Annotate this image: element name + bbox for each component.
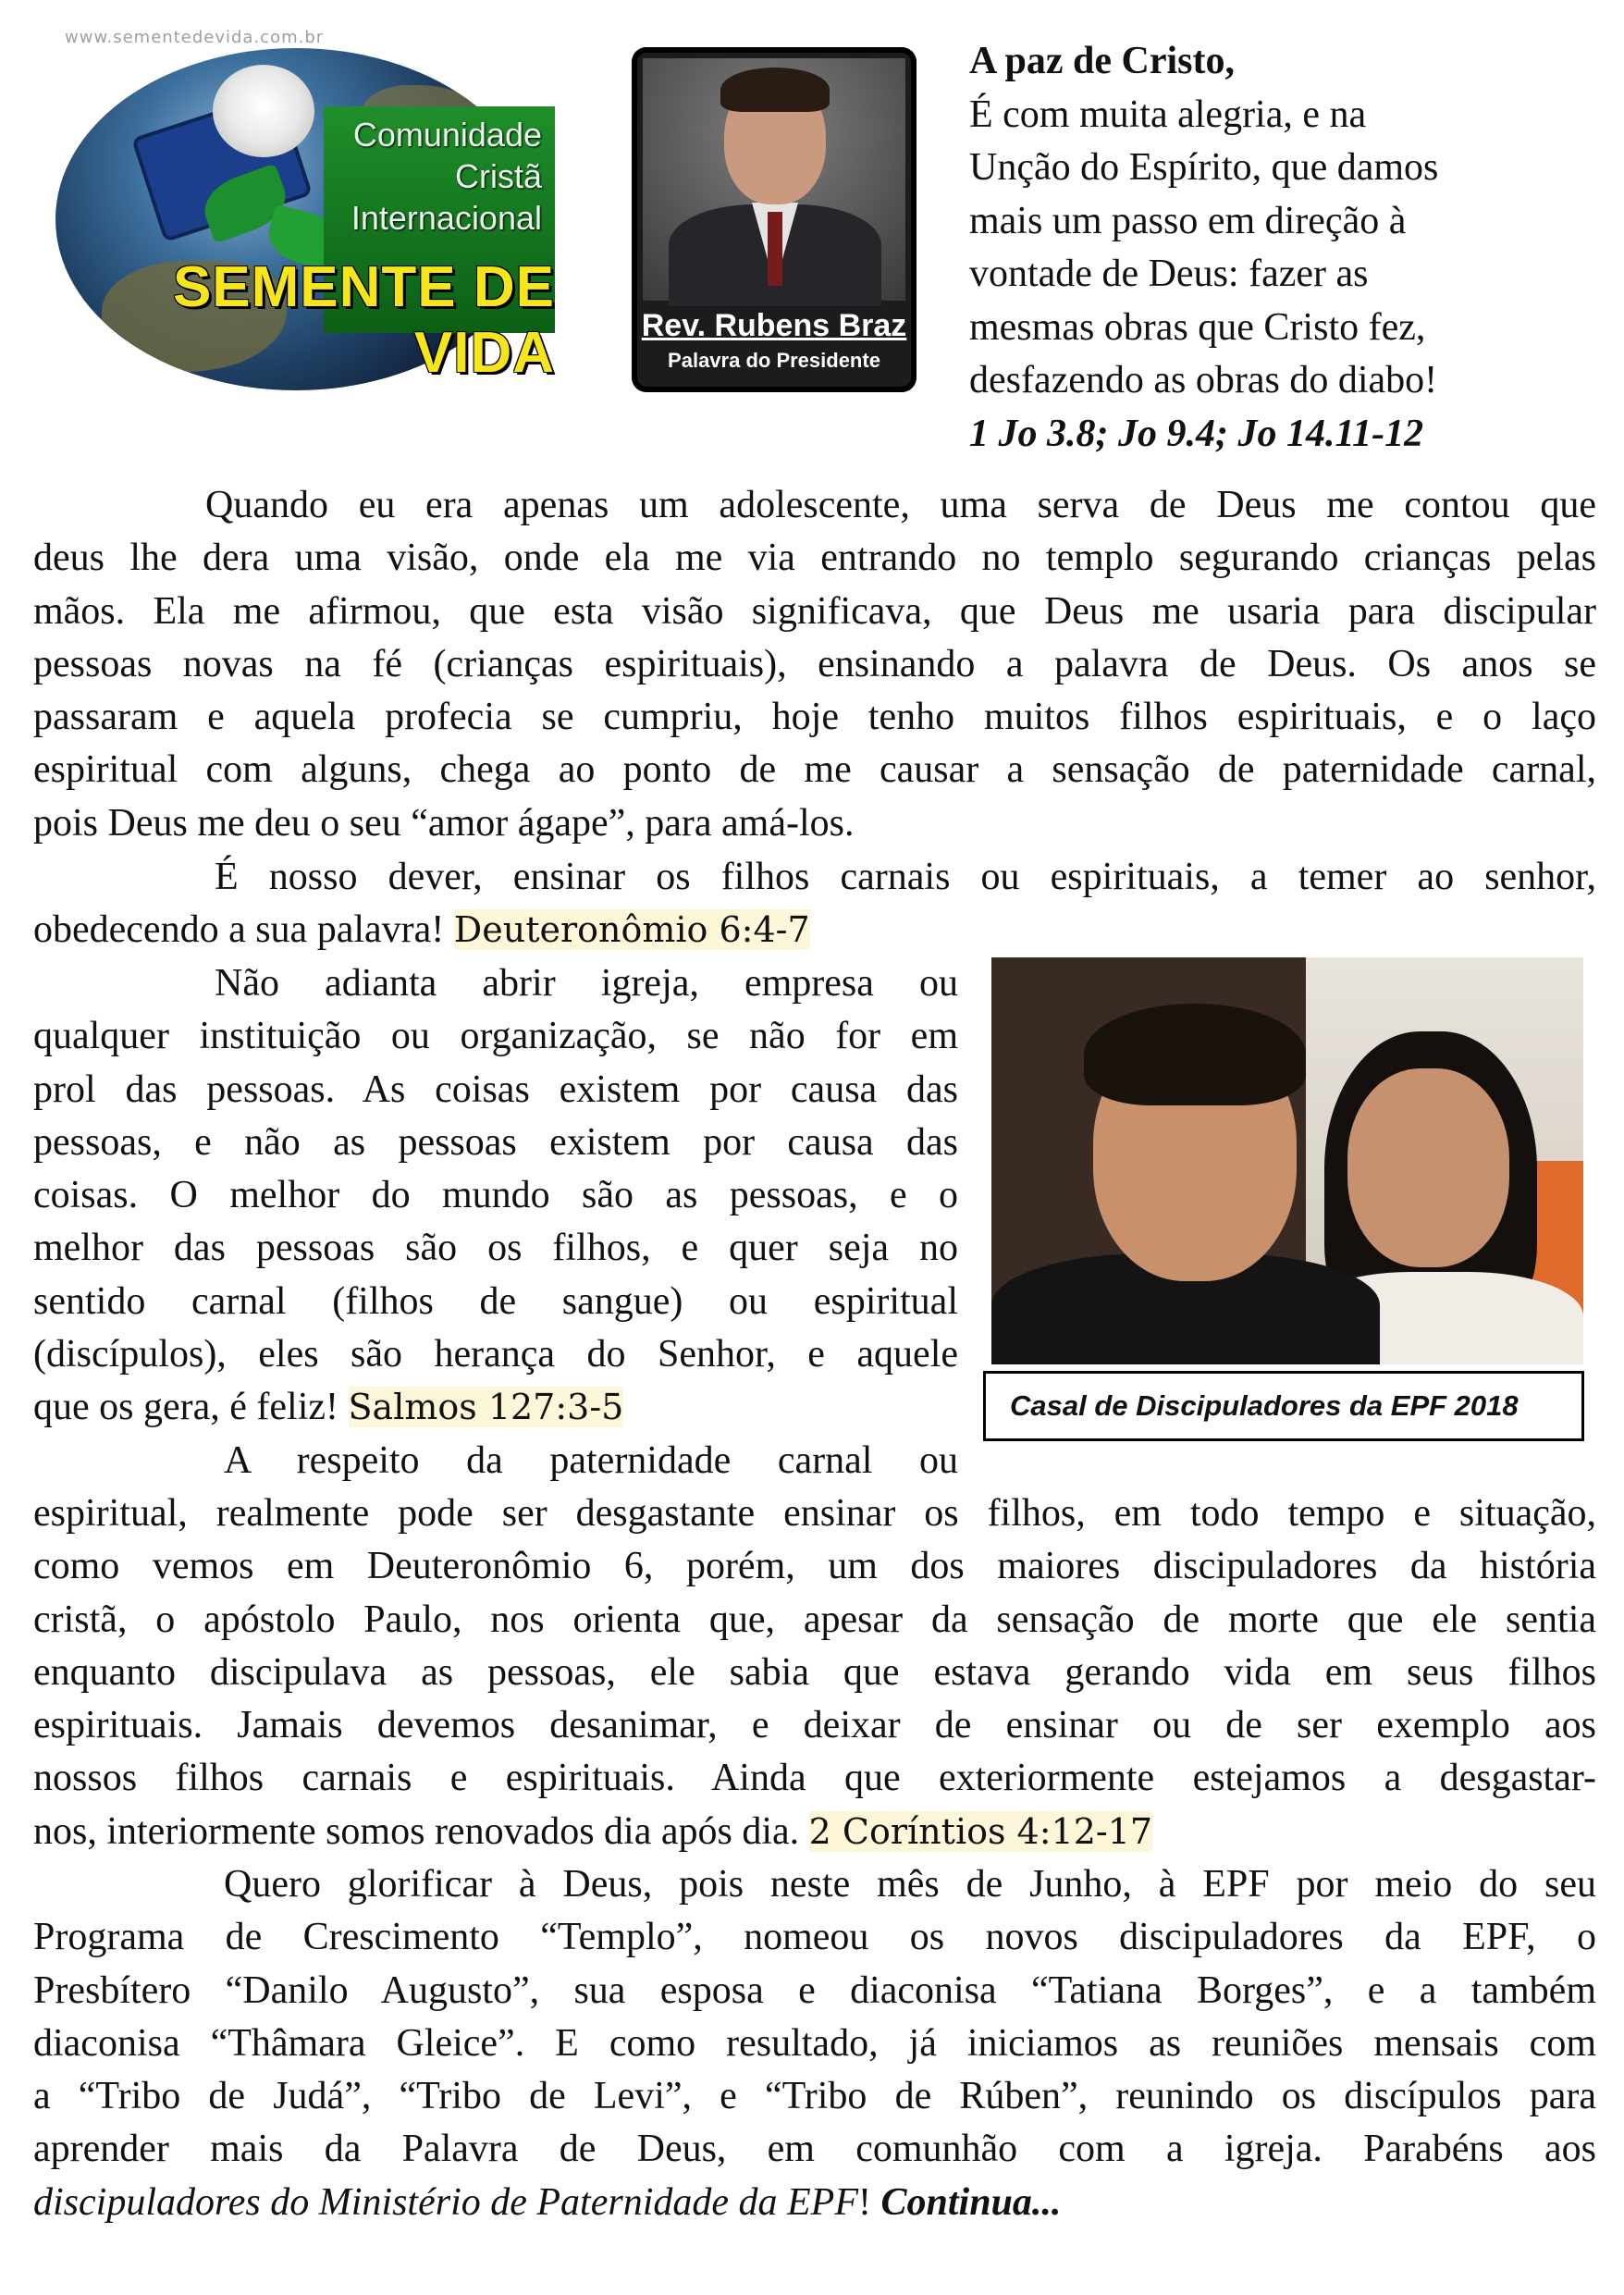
greeting-line: desfazendo as obras do diabo!	[969, 359, 1438, 401]
continua-text: Continua...	[880, 2180, 1062, 2224]
paragraph-5	[33, 1858, 1596, 2229]
greeting-block	[969, 35, 1607, 461]
paragraph-line: pessoas novas na fé (crianças espirituais), ensinando a palavra de Deus. Os anos se	[33, 642, 1596, 685]
logo-line-1: Comunidade	[352, 116, 542, 154]
paragraph-line: É nosso dever, ensinar os filhos carnais ou espirituais, a temer ao senhor,	[215, 856, 1596, 898]
paragraph-line: Não adianta abrir igreja, empresa ou	[215, 962, 958, 1005]
paragraph-line: espiritual com alguns, chega ao ponto de me causar a sensação de paternidade carnal,	[33, 748, 1596, 792]
logo-main-text: SEMENTE DE VIDA	[172, 255, 555, 385]
paragraph-line: espiritual, realmente pode ser desgastante ensinar os filhos, em todo tempo e situação,	[33, 1492, 1596, 1535]
paragraph-line: melhor das pessoas são os filhos, e quer seja no	[33, 1227, 958, 1270]
bible-reference: Deuteronômio 6:4-7	[453, 909, 810, 951]
paragraph-line: Presbítero “Danilo Augusto”, sua esposa e diaconisa “Tatiana Borges”, e a também	[33, 1968, 1596, 2012]
paragraph-line: sentido carnal (filhos de sangue) ou espiritual	[33, 1279, 958, 1323]
paragraph-line: mãos. Ela me afirmou, que esta visão significava, que Deus me usaria para discipular	[33, 589, 1596, 633]
logo-line-2: Cristã	[454, 157, 542, 195]
paragraph-line: coisas. O melhor do mundo são as pessoas, e o	[33, 1174, 958, 1217]
logo-line-3: Internacional	[351, 199, 542, 237]
paragraph-line: como vemos em Deuteronômio 6, porém, um dos maiores discipuladores da história	[33, 1545, 1596, 1588]
closing-italic: discipuladores do Ministério de Paternidade da EPF	[33, 2180, 858, 2224]
paragraph-line	[33, 1381, 958, 1434]
paragraph-line: prol das pessoas. As coisas existem por causa das	[33, 1067, 958, 1111]
greeting-reference: 1 Jo 3.8; Jo 9.4; Jo 14.11-12	[969, 412, 1424, 455]
photo-caption: Casal de Discipuladores da EPF 2018	[983, 1371, 1584, 1441]
paragraph-line: Programa de Crescimento “Templo”, nomeou os novos discipuladores da EPF, o	[33, 1916, 1596, 1959]
paragraph-2	[33, 851, 1596, 957]
paragraph-line: qualquer instituição ou organização, se não for em	[33, 1015, 958, 1058]
greeting-line: Unção do Espírito, que damos	[969, 146, 1439, 189]
couple-photo	[991, 957, 1583, 1364]
paragraph-text: que os gera, é feliz!	[33, 1386, 338, 1429]
paragraph-line: espirituais. Jamais devemos desanimar, e deixar de ensinar ou de ser exemplo aos	[33, 1704, 1596, 1747]
paragraph-line: pois Deus me deu o seu “amor ágape”, para amá-los.	[33, 801, 855, 845]
paragraph-3	[33, 957, 958, 1487]
president-portrait	[632, 47, 917, 392]
paragraph-line: pessoas, e não as pessoas existem por causa das	[33, 1120, 958, 1164]
paragraph-line: deus lhe dera uma visão, onde ela me via entrando no templo segurando crianças pelas	[33, 537, 1596, 580]
paragraph-line: Quero glorificar à Deus, pois neste mês de Junho, à EPF por meio do seu	[224, 1863, 1596, 1906]
paragraph-line: passaram e aquela profecia se cumpriu, hoje tenho muitos filhos espirituais, e o laço	[33, 696, 1596, 739]
paragraph-line	[33, 2177, 1596, 2229]
closing-mark: !	[858, 2180, 871, 2224]
paragraph-line: a “Tribo de Judá”, “Tribo de Levi”, e “Tribo de Rúben”, reunindo os discípulos para	[33, 2075, 1596, 2118]
bible-reference: Salmos 127:3-5	[348, 1387, 624, 1428]
paragraph-line: Quando eu era apenas um adolescente, uma serva de Deus me contou que	[205, 484, 1596, 526]
paragraph-line	[33, 1806, 1596, 1858]
greeting-line: É com muita alegria, e na	[969, 93, 1367, 136]
paragraph-line: cristã, o apóstolo Paulo, nos orienta que, apesar da sensação de morte que ele sentia	[33, 1598, 1596, 1641]
greeting-line: mesmas obras que Cristo fez,	[969, 305, 1426, 349]
portrait-name: Rev. Rubens Braz	[641, 308, 907, 343]
paragraph-line: aprender mais da Palavra de Deus, em comunhão com a igreja. Parabéns aos	[33, 2128, 1596, 2171]
paragraph-line: diaconisa “Thâmara Gleice”. E como resultado, já iniciamos as reuniões mensais com	[33, 2021, 1596, 2065]
paragraph-line: (discípulos), eles são herança do Senhor, e aquele	[33, 1333, 958, 1376]
paragraph-text: obedecendo a sua palavra!	[33, 908, 445, 952]
rose-icon	[213, 65, 314, 157]
paragraph-line: enquanto discipulava as pessoas, ele sabia que estava gerando vida em seus filhos	[33, 1650, 1596, 1694]
paragraph-text: nos, interiormente somos renovados dia após dia.	[33, 1809, 800, 1853]
bible-reference: 2 Coríntios 4:12-17	[808, 1810, 1153, 1852]
greeting-line: vontade de Deus: fazer as	[969, 253, 1369, 295]
paragraph-4	[33, 1487, 1596, 1858]
paragraph-line	[33, 904, 1596, 956]
paragraph-line: A respeito da paternidade carnal ou	[224, 1438, 958, 1482]
church-logo	[46, 28, 555, 398]
portrait-role: Palavra do Presidente	[668, 349, 880, 372]
greeting-title: A paz de Cristo,	[969, 40, 1235, 82]
paragraph-1	[33, 479, 1596, 850]
greeting-line: mais um passo em direção à	[969, 199, 1407, 242]
paragraph-line: nossos filhos carnais e espirituais. Ainda que exteriormente estejamos a desgastar-	[33, 1757, 1596, 1800]
logo-url-text: www.sementedevida.com.br	[65, 28, 325, 47]
